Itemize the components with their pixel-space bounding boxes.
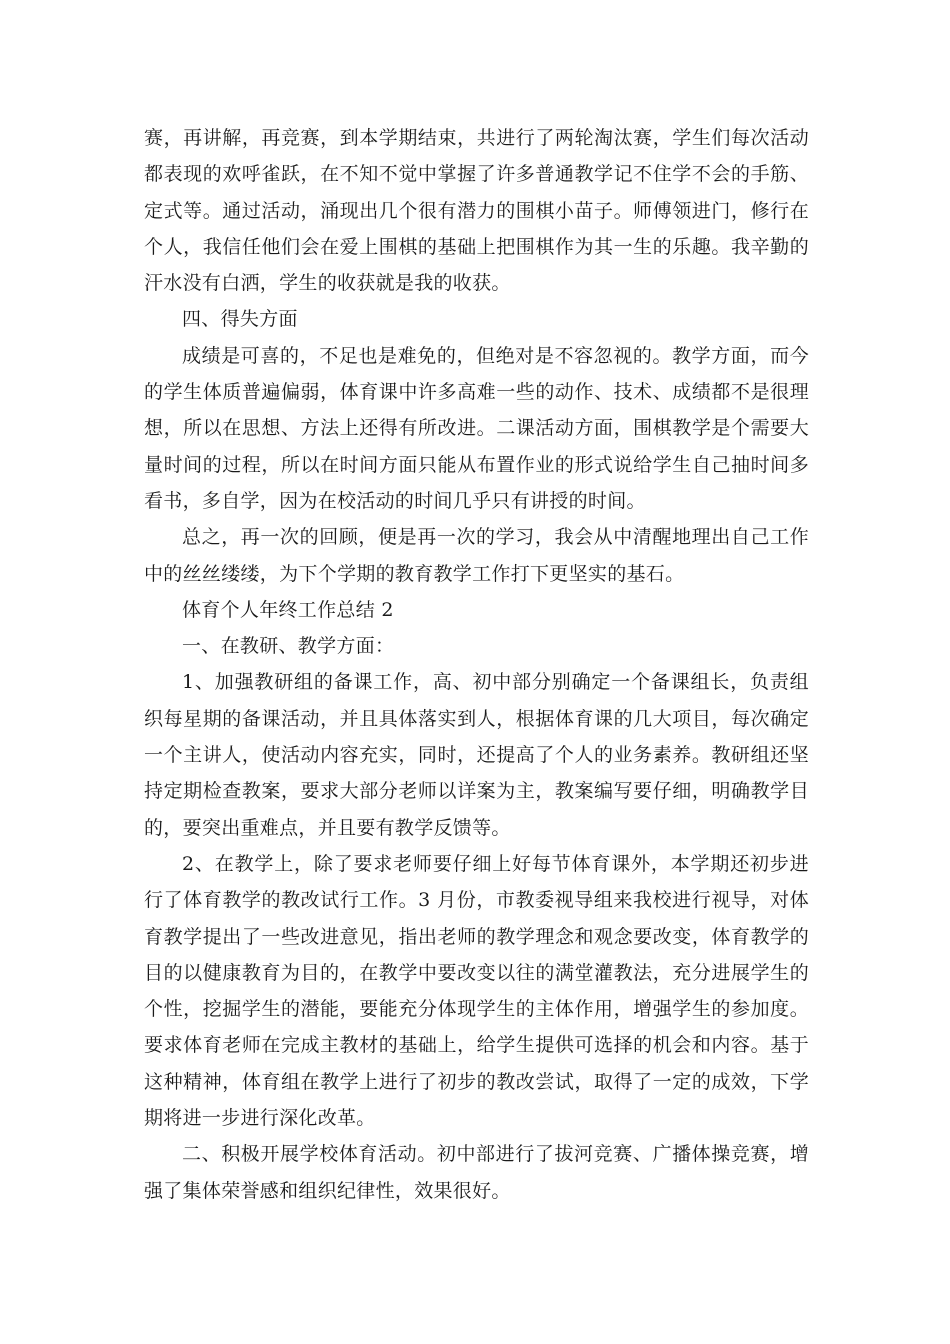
section-heading-gains-losses: 四、得失方面 xyxy=(182,308,298,331)
paragraph-achievements: 成绩是可喜的，不足也是难免的，但绝对是不容忽视的。教学方面，而今的学生体质普遍偏弱，体育课中许多高难一些的动作、技术、成绩都不是很理想，所以在思想、方法上还得有所改进。二课活动方面，围棋教学是个需要大量时间的过程，所以在时间方面只能从布置作业的形式说给学生自己抽时间多看书，多自学，因为在校活动的时间几乎只有讲授的时间。 xyxy=(144,344,809,512)
paragraph-section-two: 二、积极开展学校体育活动。初中部进行了拔河竞赛、广播体操竞赛，增强了集体荣誉感和组织纪律性，效果很好。 xyxy=(144,1143,809,1202)
paragraph-item-1: 1、加强教研组的备课工作，高、初中部分别确定一个备课组长，负责组织每星期的备课活动，并且具体落实到人，根据体育课的几大项目，每次确定一个主讲人，使活动内容充实，同时，还提高了个人的业务素养。教研组还坚持定期检查教案，要求大部分老师以详案为主，教案编写要仔细，明确教学目的，要突出重难点，并且要有教学反馈等。 xyxy=(144,671,809,839)
document-body xyxy=(144,120,809,1209)
paragraph-continuation: 赛，再讲解，再竞赛，到本学期结束，共进行了两轮淘汰赛，学生们每次活动都表现的欢呼雀跃，在不知不觉中掌握了许多普通教学记不住学不会的手筋、定式等。通过活动，涌现出几个很有潜力的围棋小苗子。师傅领进门，修行在个人，我信任他们会在爱上围棋的基础上把围棋作为其一生的乐趣。我辛勤的汗水没有白洒，学生的收获就是我的收获。 xyxy=(144,127,809,295)
paragraph-summary: 总之，再一次的回顾，便是再一次的学习，我会从中清醒地理出自己工作中的丝丝缕缕，为下个学期的教育教学工作打下更坚实的基石。 xyxy=(144,526,809,585)
section-heading-teaching-research: 一、在教研、教学方面： xyxy=(182,635,395,658)
document-subtitle: 体育个人年终工作总结 2 xyxy=(182,598,394,621)
paragraph-item-2: 2、在教学上，除了要求老师要仔细上好每节体育课外，本学期还初步进行了体育教学的教改试行工作。3 月份，市教委视导组来我校进行视导，对体育教学提出了一些改进意见，指出老师的教学理念和观念要改变，体育教学的目的以健康教育为目的，在教学中要改变以往的满堂灌教法，充分进展学生的个性，挖掘学生的潜能，要能充分体现学生的主体作用，增强学生的参加度。要求体育老师在完成主教材的基础上，给学生提供可选择的机会和内容。基于这种精神，体育组在教学上进行了初步的教改尝试，取得了一定的成效，下学期将进一步进行深化改革。 xyxy=(144,852,809,1130)
